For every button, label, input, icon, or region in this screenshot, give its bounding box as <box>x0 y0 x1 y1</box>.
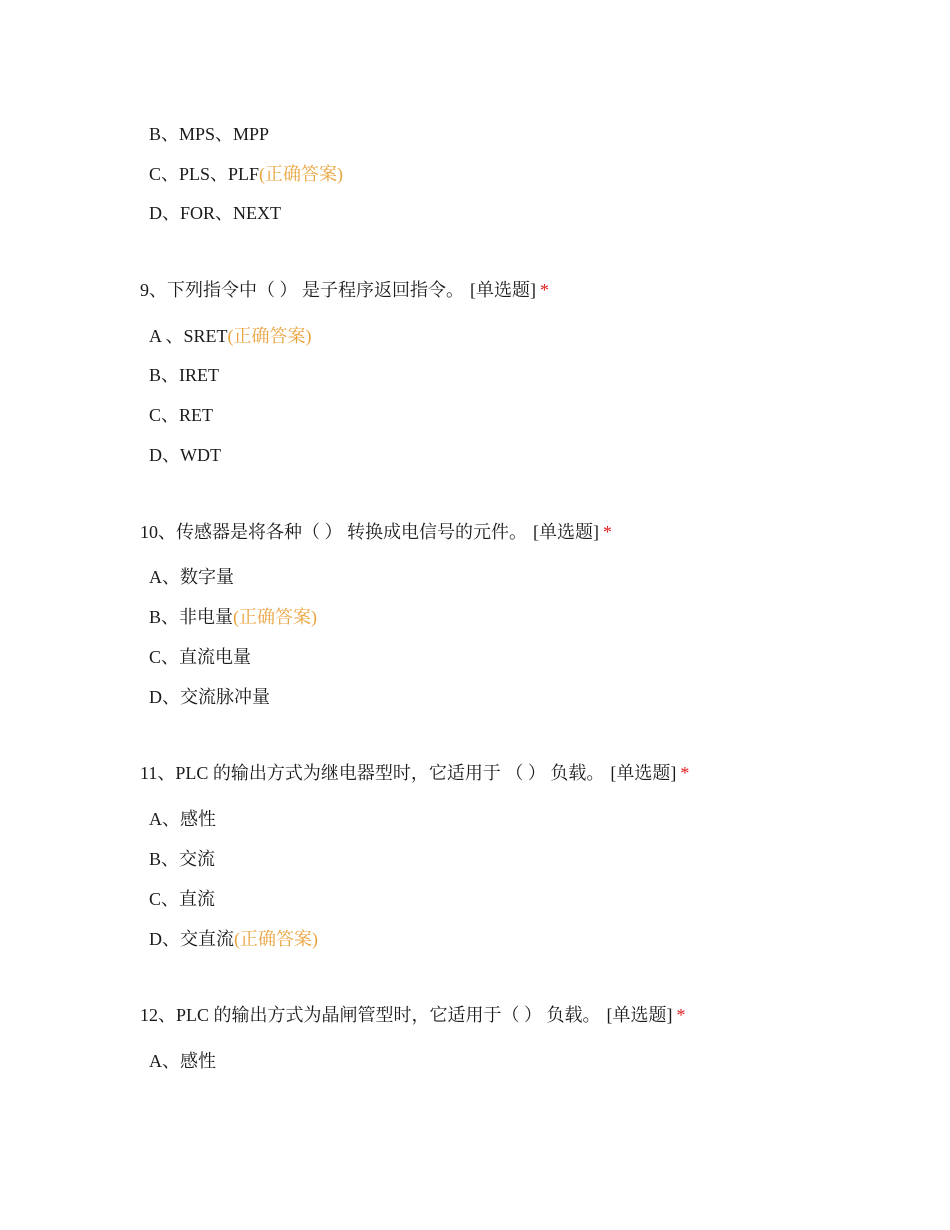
option-q10-b <box>149 605 317 629</box>
option-q9-d <box>149 443 221 467</box>
question-text: 10、传感器是将各种（ ） 转换成电信号的元件。 <box>140 522 527 542</box>
required-marker: * <box>676 1005 686 1025</box>
required-marker: * <box>540 280 549 300</box>
option-text: D、WDT <box>149 445 221 465</box>
question-text: 9、下列指令中（ ） 是子程序返回指令。 <box>140 280 464 300</box>
option-text: C、RET <box>149 405 214 425</box>
option-q11-d <box>149 927 318 951</box>
option-q12-a <box>149 1049 216 1073</box>
option-text: A 、SRET <box>149 326 228 346</box>
option-q8-d <box>149 201 281 225</box>
question-type: [单选题] <box>610 763 677 783</box>
question-text: 11、PLC 的输出方式为继电器型时，它适用于 （ ） 负载。 <box>140 763 605 783</box>
option-q10-d <box>149 685 270 709</box>
option-q11-b <box>149 847 215 871</box>
correct-answer-marker: (正确答案) <box>227 326 312 346</box>
option-text: C、直流电量 <box>149 647 252 667</box>
question-title <box>140 761 689 785</box>
required-marker: * <box>603 522 612 542</box>
option-text: A、数字量 <box>149 567 234 587</box>
question-type: [单选题] <box>606 1005 673 1025</box>
question-text: 12、PLC 的输出方式为晶闸管型时，它适用于（ ） 负载。 <box>140 1005 601 1025</box>
question-type: [单选题] <box>533 522 599 542</box>
required-marker: * <box>680 763 690 783</box>
correct-answer-marker: (正确答案) <box>234 929 318 949</box>
option-q8-b <box>149 122 269 146</box>
option-text: B、交流 <box>149 849 216 869</box>
correct-answer-marker: (正确答案) <box>233 607 318 627</box>
option-q11-c <box>149 887 215 911</box>
question-title <box>140 520 612 544</box>
option-q10-a <box>149 565 234 589</box>
option-text: B、IRET <box>149 365 219 385</box>
option-q8-c <box>149 162 343 186</box>
option-text: D、交流脉冲量 <box>149 687 270 707</box>
option-q11-a <box>149 807 216 831</box>
option-text: D、FOR、NEXT <box>149 203 282 223</box>
option-text: B、MPS、MPP <box>149 124 270 144</box>
option-q9-a <box>149 324 312 348</box>
option-text: C、PLS、PLF <box>149 164 260 184</box>
option-text: A、感性 <box>149 1051 216 1071</box>
option-q9-b <box>149 363 219 387</box>
option-text: A、感性 <box>149 809 216 829</box>
correct-answer-marker: (正确答案) <box>259 164 344 184</box>
option-text: B、非电量 <box>149 607 234 627</box>
option-q10-c <box>149 645 251 669</box>
question-title <box>140 1003 686 1027</box>
question-title <box>140 278 549 302</box>
option-q9-c <box>149 403 213 427</box>
option-text: D、交直流 <box>149 929 234 949</box>
question-type: [单选题] <box>470 280 536 300</box>
option-text: C、直流 <box>149 889 216 909</box>
